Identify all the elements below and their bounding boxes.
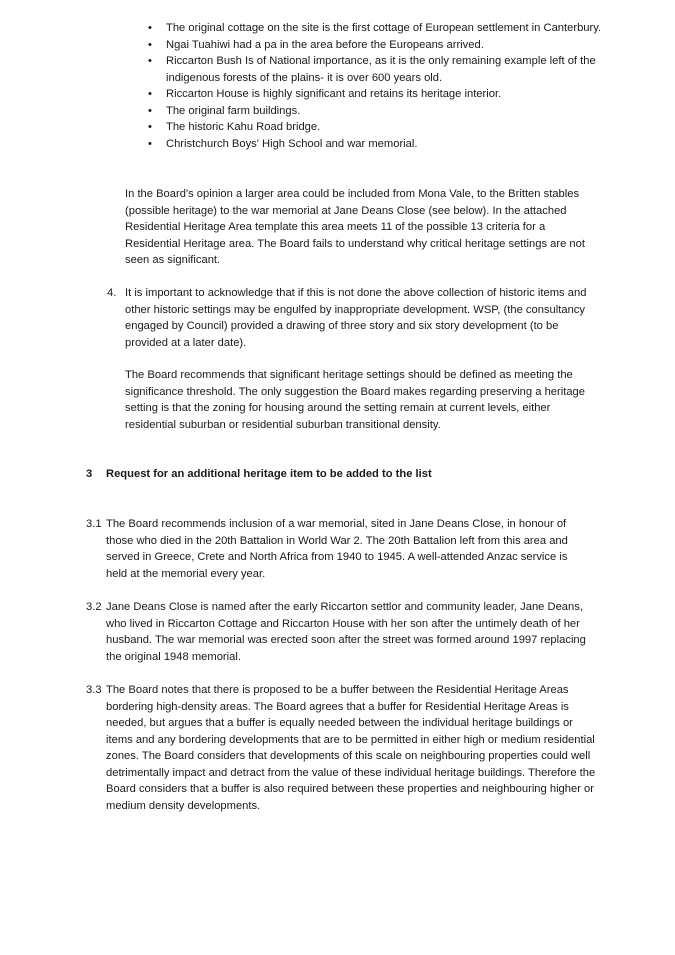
bullet-text: Ngai Tuahiwi had a pa in the area before the Europeans arrived. [166, 38, 484, 51]
item4-paragraph: It is important to acknowledge that if this is not done the above collection of historic items and other historic settings may be engulfed by inappropriate development. WSP, (the consultancy engaged by Council) provided a drawing of three story and six story development (to be provided at a later date). [125, 287, 587, 349]
bullet-icon: • [148, 88, 152, 100]
list-item [148, 136, 608, 153]
bullet-icon: • [148, 104, 152, 117]
bullet-text: Riccarton Bush Is of National importance, as it is the only remaining example left of the indigenous forests of the plains- it is over 600 years old. [166, 55, 596, 84]
bullet-icon: • [148, 137, 152, 150]
bullet-text: Christchurch Boys' High School and war memorial. [166, 137, 418, 150]
bullet-icon: • [148, 38, 152, 51]
list-item [148, 103, 608, 120]
item-number: 4. [107, 287, 117, 299]
bullet-text: The original cottage on the site is the first cottage of European settlement in Canterbury. [166, 22, 602, 34]
list-item [148, 20, 608, 37]
subsection-number: 3.2 [86, 601, 102, 613]
board-opinion-paragraph: In the Board's opinion a larger area could be included from Mona Vale, to the Britten stables (possible heritage) to the war memorial at Jane Deans Close (see below). In the attached Residential Heritage Area template this area meets 11 of the possible 13 criteria for a Residential Heritage area. The Board fails to understand why critical heritage settings are not seen as significant. [125, 188, 585, 266]
bullet-text: The historic Kahu Road bridge. [166, 121, 321, 133]
section-title: Request for an additional heritage item to be added to the list [106, 468, 432, 480]
subsection-number: 3.3 [86, 684, 102, 696]
heritage-bullet-list [148, 20, 608, 152]
subsection-number: 3.1 [86, 518, 102, 530]
section-number: 3 [86, 468, 93, 480]
item4-followup-paragraph: The Board recommends that significant heritage settings should be defined as meeting the significance threshold. The only suggestion the Board makes regarding preserving a heritage setting is that the zoning for housing around the setting remain at current levels, either residential suburban or residential suburban transitional density. [125, 369, 585, 431]
bullet-icon: • [148, 121, 152, 133]
subsection-3-2-paragraph: Jane Deans Close is named after the early Riccarton settlor and community leader, Jane Deans, who lived in Riccarton Cottage and Riccarton House with her son after the untimely death of her husband. The war memorial was erected soon after the street was formed around 1997 replacing the original 1948 memorial. [106, 601, 586, 663]
list-item [148, 37, 608, 54]
list-item [148, 53, 608, 86]
subsection-3-1-paragraph: The Board recommends inclusion of a war memorial, sited in Jane Deans Close, in honour of those who died in the 20th Battalion in World War 2. The 20th Battalion left from this area and served in Greece, Crete and North Africa from 1940 to 1945. A well-attended Anzac service is held at the memorial every year. [106, 518, 568, 580]
list-item [148, 119, 608, 136]
bullet-icon: • [148, 55, 152, 67]
list-item [148, 86, 608, 103]
bullet-text: The original farm buildings. [166, 104, 301, 117]
bullet-text: Riccarton House is highly significant and retains its heritage interior. [166, 88, 502, 100]
bullet-icon: • [148, 22, 152, 34]
subsection-3-3-paragraph: The Board notes that there is proposed to be a buffer between the Residential Heritage Areas bordering high-density areas. The Board agrees that a buffer for Residential Heritage Areas is needed, but argues that a buffer is equally needed between the individual heritage buildings or items and any bordering developments that are to be permitted in either high or medium residential zones. The Board considers that developments of this scale on neighbouring properties could well detrimentally impact and detract from the value of these individual heritage buildings. Therefore the Board considers that a buffer is also required between these properties and neighbouring higher or medium density developments. [106, 684, 596, 812]
